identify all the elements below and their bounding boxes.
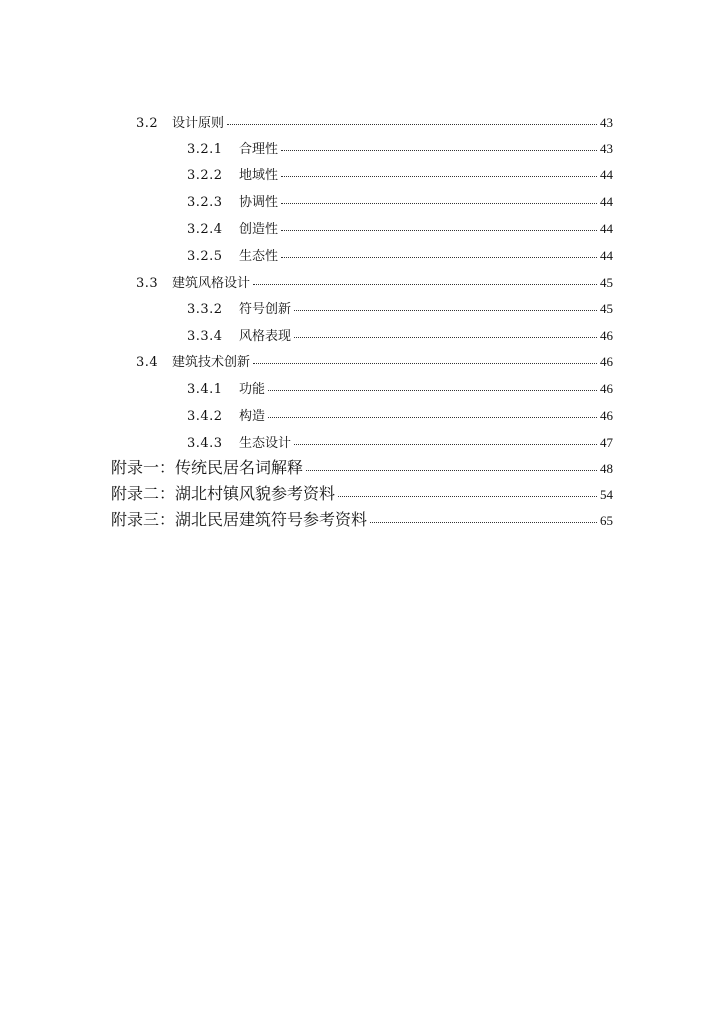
toc-dot-leader <box>281 230 597 231</box>
toc-dot-leader <box>294 337 597 338</box>
toc-dot-leader <box>294 444 597 445</box>
toc-entry-title: 风格表现 <box>239 329 292 344</box>
toc-dot-leader <box>306 470 597 471</box>
toc-entry[interactable] <box>187 195 613 209</box>
toc-entry-number: 3.2.2 <box>187 168 223 183</box>
toc-entry-number: 3.3.2 <box>187 302 223 317</box>
toc-entry[interactable] <box>187 249 613 263</box>
toc-entry[interactable] <box>187 142 613 156</box>
toc-dot-leader <box>227 124 597 125</box>
toc-entry[interactable] <box>187 302 613 316</box>
toc-entry-page: 47 <box>600 435 613 450</box>
toc-dot-leader <box>370 522 597 523</box>
toc-entry-number: 3.3 <box>136 276 159 291</box>
toc-entry-title: 地域性 <box>239 168 279 183</box>
toc-entry-number: 3.4.1 <box>187 382 223 397</box>
toc-entry-number: 3.2 <box>136 116 159 131</box>
toc-entry-title: 符号创新 <box>239 302 292 317</box>
toc-entry-number: 3.4.3 <box>187 436 223 451</box>
toc-dot-leader <box>281 150 597 151</box>
toc-dot-leader <box>253 284 597 285</box>
toc-dot-leader <box>294 310 597 311</box>
toc-entry-number: 3.2.1 <box>187 142 223 157</box>
toc-entry-title: 附录三：湖北民居建筑符号参考资料 <box>111 510 368 529</box>
toc-entry-page: 46 <box>600 408 613 423</box>
toc-entry-title: 附录二：湖北村镇风貌参考资料 <box>111 484 336 503</box>
toc-entry-title: 建筑风格设计 <box>172 276 251 291</box>
toc-entry-page: 43 <box>600 141 613 156</box>
toc-entry[interactable] <box>187 409 613 423</box>
toc-entry[interactable] <box>187 436 613 450</box>
toc-entry-title: 附录一：传统民居名词解释 <box>111 458 304 477</box>
toc-entry-number: 3.2.3 <box>187 195 223 210</box>
toc-entry-title: 合理性 <box>239 142 279 157</box>
toc-entry[interactable] <box>187 168 613 182</box>
toc-entry[interactable] <box>136 276 613 290</box>
toc-entry[interactable] <box>187 222 613 236</box>
toc-entry-page: 44 <box>600 167 613 182</box>
toc-entry-page: 44 <box>600 194 613 209</box>
toc-entry-title: 创造性 <box>239 222 279 237</box>
toc-entry-page: 43 <box>600 115 613 130</box>
toc-entry-title: 建筑技术创新 <box>172 355 251 370</box>
toc-entry-page: 45 <box>600 275 613 290</box>
toc-dot-leader <box>281 176 597 177</box>
toc-entry-page: 45 <box>600 301 613 316</box>
toc-dot-leader <box>253 363 597 364</box>
toc-entry-page: 46 <box>600 354 613 369</box>
toc-appendix-entry[interactable] <box>111 512 613 528</box>
toc-entry-number: 3.2.5 <box>187 249 223 264</box>
toc-entry-page: 46 <box>600 328 613 343</box>
toc-entry[interactable] <box>187 329 613 343</box>
toc-entry-page: 44 <box>600 248 613 263</box>
toc-entry-title: 生态设计 <box>239 436 292 451</box>
toc-dot-leader <box>268 417 597 418</box>
toc-dot-leader <box>281 257 597 258</box>
toc-entry-page: 65 <box>600 513 613 528</box>
toc-entry-number: 3.4.2 <box>187 409 223 424</box>
toc-entry-title: 构造 <box>239 409 266 424</box>
toc-entry[interactable] <box>136 116 613 130</box>
toc-entry-title: 设计原则 <box>172 116 225 131</box>
toc-entry-page: 48 <box>600 461 613 476</box>
toc-entry[interactable] <box>136 355 613 369</box>
toc-entry[interactable] <box>187 382 613 396</box>
toc-entry-title: 功能 <box>239 382 266 397</box>
toc-dot-leader <box>338 496 597 497</box>
toc-entry-page: 46 <box>600 381 613 396</box>
toc-entry-title: 协调性 <box>239 195 279 210</box>
toc-entry-number: 3.3.4 <box>187 329 223 344</box>
toc-dot-leader <box>281 203 597 204</box>
toc-appendix-entry[interactable] <box>111 460 613 476</box>
toc-entry-page: 44 <box>600 221 613 236</box>
toc-entry-title: 生态性 <box>239 249 279 264</box>
toc-entry-page: 54 <box>600 487 613 502</box>
toc-entry-number: 3.4 <box>136 355 159 370</box>
toc-entry-number: 3.2.4 <box>187 222 223 237</box>
toc-dot-leader <box>268 390 597 391</box>
toc-appendix-entry[interactable] <box>111 486 613 502</box>
